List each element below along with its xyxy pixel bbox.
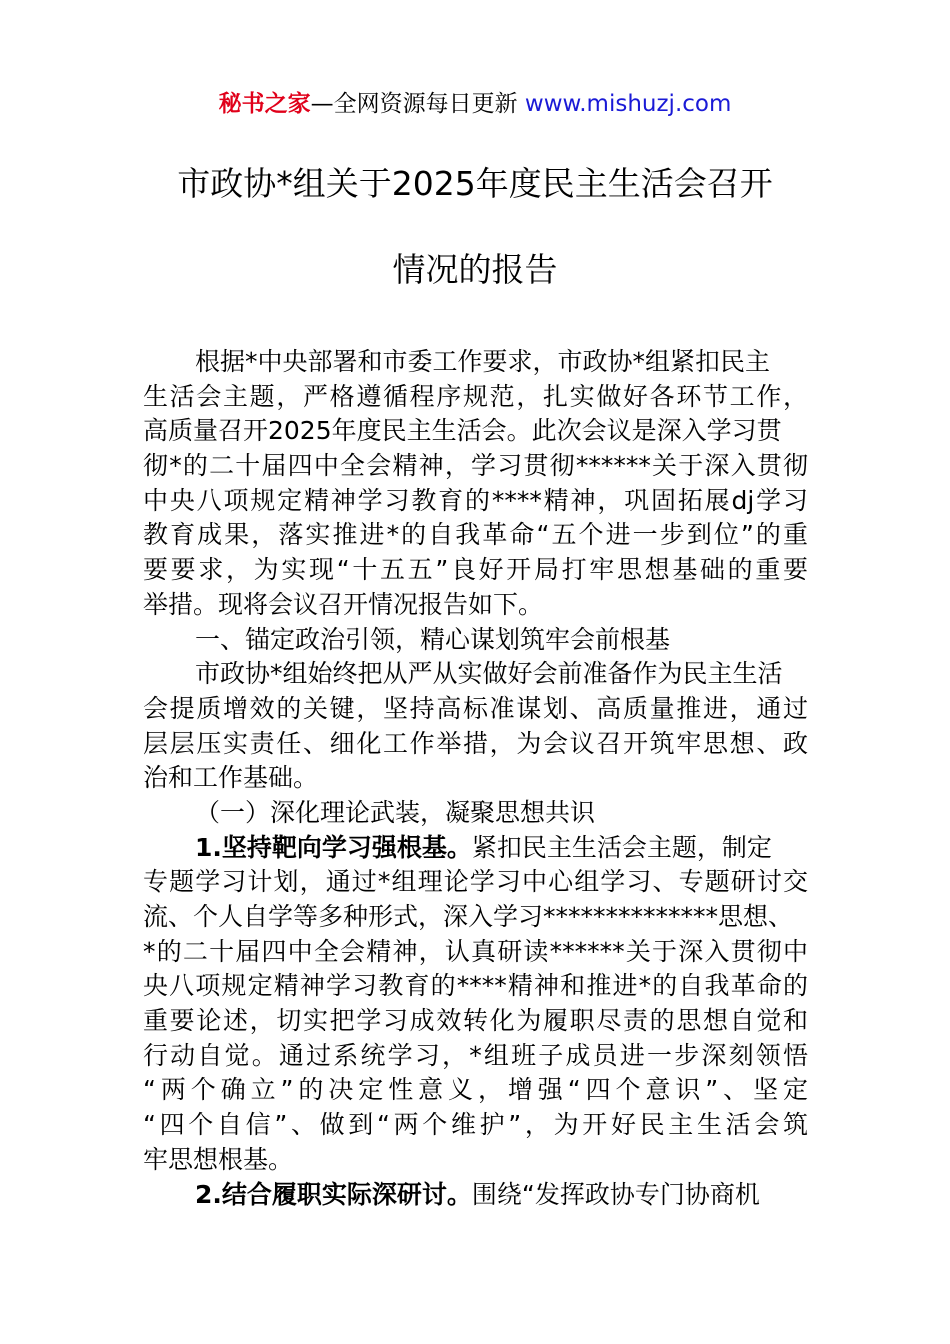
document-title [100,158,850,330]
body-line: *的二十届四中全会精神，认真研读******关于深入贯彻中 [143,936,808,966]
body-line: 会提质增效的关键，坚持高标准谋划、高质量推进，通过 [143,693,808,723]
body-line: 流、个人自学等多种形式，深入学习**************思想、 [143,902,794,931]
body-line: 高质量召开2025年度民主生活会。此次会议是深入学习贯 [143,416,782,446]
subsection-heading: （一）深化理论武装，凝聚思想共识 [195,797,596,827]
body-line: 行动自觉。通过系统学习，*组班子成员进一步深刻领悟 [143,1040,808,1070]
body-line: 中央八项规定精神学习教育的****精神，巩固拓展dj学习 [143,485,808,515]
body-line: 专题学习计划，通过*组理论学习中心组学习、专题研讨交 [143,867,808,897]
body-line: “四个自信”、做到“两个维护”，为开好民主生活会筑 [143,1110,808,1140]
site-header [0,86,950,122]
body-line: 重要论述，切实把学习成效转化为履职尽责的思想自觉和 [143,1006,808,1036]
site-url-link[interactable]: www.mishuzj.com [524,91,732,117]
title-line-1: 市政协*组关于2025年度民主生活会召开 [177,164,773,203]
body-line: 央八项规定精神学习教育的****精神和推进*的自我革命的 [143,971,808,1001]
title-line-2: 情况的报告 [392,250,558,289]
document-body [143,345,808,1212]
body-line: “两个确立”的决定性意义，增强“四个意识”、坚定 [143,1075,808,1105]
brand-name: 秘书之家 [218,91,311,117]
body-line: 举措。现将会议召开情况报告如下。 [143,589,544,619]
body-line: 根据*中央部署和市委工作要求，市政协*组紧扣民主 [195,347,771,376]
body-line: 治和工作基础。 [143,763,319,793]
header-tagline: —全网资源每日更新 [310,91,525,117]
body-line: 牢思想根基。 [143,1144,294,1174]
body-line: 生活会主题，严格遵循程序规范，扎实做好各环节工作， [143,381,808,411]
point-heading: 2.结合履职实际深研讨。 [195,1179,472,1209]
body-line: 市政协*组始终把从严从实做好会前准备作为民主生活 [195,659,783,689]
body-line-text: 紧扣民主生活会主题，制定 [471,832,772,862]
body-line [143,831,808,866]
section-heading: 一、锚定政治引领，精心谋划筑牢会前根基 [195,624,671,654]
body-line: 要要求，为实现“十五五”良好开局打牢思想基础的重要 [143,555,808,585]
body-line: 教育成果，落实推进*的自我革命“五个进一步到位”的重 [143,520,808,550]
body-line: 层层压实责任、细化工作举措，为会议召开筑牢思想、政 [143,728,808,758]
body-line-text: 围绕“发挥政协专门协商机 [471,1179,760,1209]
body-line: 彻*的二十届四中全会精神，学习贯彻******关于深入贯彻 [143,451,808,481]
body-line [143,1178,808,1213]
point-heading: 1.坚持靶向学习强根基。 [195,832,472,862]
